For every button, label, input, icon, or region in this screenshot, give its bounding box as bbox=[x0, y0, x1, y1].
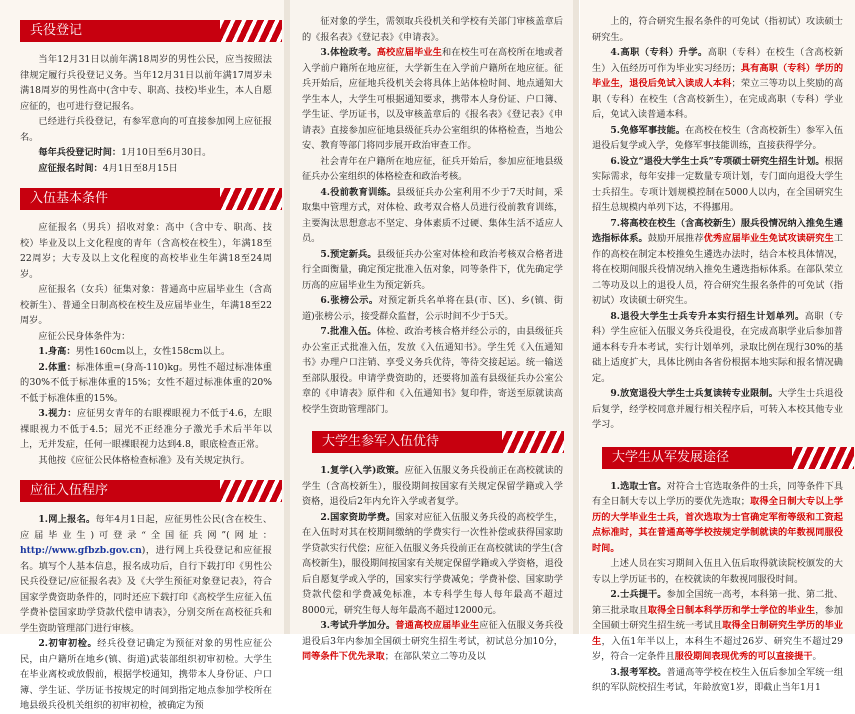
special-postgrad-plan: 6.设立“退役大学生士兵”专项硕士研究生招生计划。根据实际需求，每年安排一定数量专项计划，专门面向退役大学生士兵招生。专项计划规模控制在5000人以内，在全国研究生招生总规模内单列下达，不得挪用。 bbox=[592, 155, 843, 213]
column-right bbox=[580, 0, 855, 693]
section-banner-basic-conditions bbox=[20, 188, 272, 210]
section-title: 大学生从军发展途径 bbox=[602, 447, 802, 469]
recommendation-system: 7.将高校在校生（含高校新生）服兵役情况纳入推免生遴选指标体系。鼓励开展推荐优秀应届毕业生免试攻读研究生工作的高校在制定本校推免生遴选办法时，结合本校具体情况，将在校期间服兵役情况纳入推免生遴选指标体系。在部队荣立二等功及以上的退役人员，符合研究生报名条件的可免试（指初试）攻读硕士研究生。 bbox=[592, 217, 844, 306]
online-registration: 1.网上报名。每年4月1日起，应征男性公民(含在校生、应届毕业生)可登录“全国征兵网”(网址：http://www.gfbzb.gov.cn)，进行网上兵役登记和应征报名。填写个人基本信息，报名成功后，自行下载打印《男性公民兵役登记/应征报名表》及《大学生预征对象登记表》，符合国家学费资助条件的，同时还应下载打印《高校学生应征入伍学费补偿国家助学贷款代偿申请表》，分别交所在高校征兵和学生资助管理部门进行审核。 bbox=[20, 514, 273, 634]
column-middle bbox=[290, 0, 573, 662]
registration-time: 每年兵役登记时间：1月10日至6月30日。 bbox=[38, 147, 212, 158]
vocational-upgrade: 4.高职（专科）升学。高职（专科）在校生（含高校新生）入伍经历可作为毕业实习经历；具有高职（专科）学历的毕业生，退役后免试入读成人本科；荣立三等功以上奖励的高职（专科）在校生（含高校新生），在完成高职（专科）学业后，免试入读普通本科。 bbox=[592, 47, 844, 120]
approval: 7.批准入伍。体检、政治考核合格并经公示的，由县级征兵办公室正式批准入伍，发放《入伍通知书》。学生凭《入伍通知书》办理户口注销、享受义务兵优待，等待交接起运。统一输送至部队服役。申请学费资助的，还要将加盖有县级征兵办公室公章的《申请表》原件和《入伍通知书》复印件，寄送至原就读高校学生资助管理部门。 bbox=[302, 326, 563, 415]
banner-stripes bbox=[220, 480, 282, 502]
banner-stripes bbox=[220, 188, 282, 210]
banner-stripes bbox=[792, 447, 854, 469]
column-divider bbox=[573, 0, 579, 634]
officer-promotion: 2.士兵提干。参加全国统一高考，本科第一批、第二批、第三批录取且取得全日制本科学历和学士学位的毕业生，参加全国硕士研究生招生统一考试且取得全日制研究生学历的毕业生，入伍1年半以上，本科生不超过26岁、研究生不超过29岁，符合一定条件且服役期间表现优秀的可以直接提干。 bbox=[592, 589, 844, 662]
public-notice: 6.张榜公示。对预定新兵名单将在县(市、区)、乡(镇、街道)张榜公示，接受群众监督，公示时间不少于5天。 bbox=[302, 295, 563, 322]
military-academy-exam: 3.报考军校。普通高等学校在校生入伍后参加全军统一组织的军队院校招生考试，年龄放宽1岁，即截止当年1月1 bbox=[592, 666, 844, 693]
exam-bonus: 3.考试升学加分。普通高校应届毕业生应征入伍服义务兵役退役后3年内参加全国硕士研究生招生考试，初试总分加10分，同等条件下优先录取；在部队荣立二等功及以 bbox=[302, 620, 564, 662]
banner-stripes bbox=[220, 20, 282, 42]
paragraph: 应征报名（男兵）招收对象：高中（含中专、职高、技校）毕业及以上文化程度的青年（含高校在校生），年满18至22周岁；大专及以上文化程度的高校毕业生年满18至24周岁。 bbox=[20, 222, 272, 280]
physical-political-exam: 3.体检政考。高校应届毕业生和在校生可在高校所在地或者入学前户籍所在地应征，大学新生在入学前户籍所在地应征。征兵开始后，应征地兵役机关会将具体上站体检时间、地点通知大学生本人，大学生可根据通知要求，携带本人身份证、户口簿、学生证、学历证书，以及审核盖章后的《报名表》《登记表》《申请表》直接参加应征地县级征兵办公室组织的体格检查，当地公安、教育等部门将同步展开政治审查工作。 bbox=[302, 47, 564, 151]
section-banner-career-paths bbox=[592, 447, 843, 469]
paragraph: 上的，符合研究生报名条件的可免试（指初试）攻读硕士研究生。 bbox=[592, 16, 843, 43]
tuition-aid: 2.国家资助学费。国家对应征入伍服义务兵役的高校学生，在入伍时对其在校期间缴纳的学费实行一次性补偿或获得国家助学贷款实行代偿；应征入伍服义务兵役前正在高校就读的学生(含高校新生)，服役期间按国家有关规定保留学籍或入学资格，退役后自愿复学或入学的，国家实行学费减免；学费补偿、国家助学贷款代偿和学费减免标准，本专科学生每人每年最高不超过8000元，研究生每人每年最高不超过12000元。 bbox=[302, 511, 563, 616]
preliminary-check: 2.初审初检。经兵役登记确定为预征对象的男性应征公民，由户籍所在地乡(镇、街道)武装部组织初审初检。大学生在毕业离校或放假前，根据学校通知，携带本人身份证、户口簿、学生证、学历证书按规定的时间到指定地点参加学校所在地县级兵役机关组织的初审初检，被确定为预 bbox=[20, 638, 272, 711]
section-banner-student-benefits bbox=[302, 431, 563, 453]
section-banner-military-registration bbox=[20, 20, 272, 42]
column-left bbox=[0, 0, 284, 711]
paragraph: 应征公民身体条件为： bbox=[38, 330, 131, 342]
paragraph: 当年12月31日以前年满18周岁的男性公民，应当按照法律规定履行兵役登记义务。当年12月31日以前年满17周岁未满18周岁的男性高中(含中专、职高、技校)毕业生，本人自愿应征的，也可进行登记报名。 bbox=[20, 54, 272, 112]
separate-quota: 8.退役大学生士兵专升本实行招生计划单列。高职（专科）学生应征入伍服义务兵役退役，在完成高职学业后参加普通本科专升本考试，实行计划单列，录取比例在现行30%的基础上适度扩大，具体比例由各省份根据本地实际和报名情况确定。 bbox=[592, 310, 844, 384]
section-title: 兵役登记 bbox=[20, 20, 240, 42]
paragraph: 征对象的学生，需领取兵役机关和学校有关部门审核盖章后的《报名表》《登记表》《申请表》。 bbox=[302, 16, 563, 43]
re-enrollment-policy: 1.复学(入学)政策。应征入伍服义务兵役前正在高校就读的学生（含高校新生），服役期间按国家有关规定保留学籍或入学资格，退役后2年内允许入学或者复学。 bbox=[302, 465, 564, 507]
section-banner-enlistment-procedure bbox=[20, 480, 272, 502]
pre-selection: 5.预定新兵。县级征兵办公室对体检和政治考核双合格者进行全面衡量，确定预定批准入伍对象，同等条件下，优先确定学历高的应届毕业生为预定新兵。 bbox=[302, 248, 563, 291]
paragraph: 已经进行兵役登记，有参军意向的可直接参加网上应征报名。 bbox=[20, 116, 272, 143]
pre-service-training: 4.役前教育训练。县级征兵办公室利用不少于7天时间，采取集中管理方式，对体检、政考双合格人员进行役前教育训练，主要淘汰思想意志不坚定、身体素质不过硬、集体生活不适应人员。 bbox=[302, 186, 563, 244]
major-transfer: 9.放宽退役大学生士兵复读转专业限制。大学生士兵退役后复学，经学校同意并履行相关程序后，可转入本校其他专业学习。 bbox=[592, 388, 844, 430]
weight-requirement: 2.体重：标准体重=(身高-110)kg。男性不超过标准体重的30%不低于标准体重的15%；女性不超过标准体重的20%不低于标准体重的15%。 bbox=[20, 361, 272, 404]
paragraph: 上述人员在实习期间入伍且入伍后取得就读院校颁发的大专以上学历证书的，在校就读的年数视同服役时间。 bbox=[592, 558, 843, 585]
nco-selection: 1.选取士官。对符合士官选取条件的士兵，同等条件下具有全日制大专以上学历的要优先选取；取得全日制大专以上学历的大学毕业生士兵，首次选取为士官确定军衔等级和工资起点标准时，其在普通高等学校按规定学制就读的年数视同服役时间。 bbox=[592, 480, 844, 554]
enlistment-time: 应征报名时间：4月1日至8月15日 bbox=[38, 162, 178, 174]
military-skills-exemption: 5.免修军事技能。在高校在校生（含高校新生）参军入伍退役后复学或入学，免修军事技能训练，直接获得学分。 bbox=[592, 124, 844, 151]
website-link[interactable]: http://www.gfbzb.gov.cn bbox=[20, 545, 142, 556]
section-title: 大学生参军入伍优待 bbox=[312, 431, 512, 453]
height-requirement: 1.身高：男性160cm以上，女性158cm以上。 bbox=[38, 346, 231, 357]
section-title: 入伍基本条件 bbox=[20, 188, 240, 210]
paragraph: 社会青年在户籍所在地应征，征兵开始后，参加应征地县级征兵办公室组织的体格检查和政治考核。 bbox=[302, 155, 563, 182]
section-title: 应征入伍程序 bbox=[20, 480, 240, 502]
paragraph: 其他按《应征公民体格检查标准》及有关规定执行。 bbox=[38, 454, 250, 466]
vision-requirement: 3.视力：应征男女青年的右眼裸眼视力不低于4.6，左眼裸眼视力不低于4.5；屈光不正经准分子激光手术后半年以上，无并发症，任何一眼裸眼视力达到4.8，眼底检查正常。 bbox=[20, 408, 272, 450]
banner-stripes bbox=[502, 431, 564, 453]
paragraph: 应征报名（女兵）征集对象：普通高中应届毕业生（含高校新生）、普通全日制高校在校生及应届毕业生，年满18至22周岁。 bbox=[20, 284, 272, 326]
